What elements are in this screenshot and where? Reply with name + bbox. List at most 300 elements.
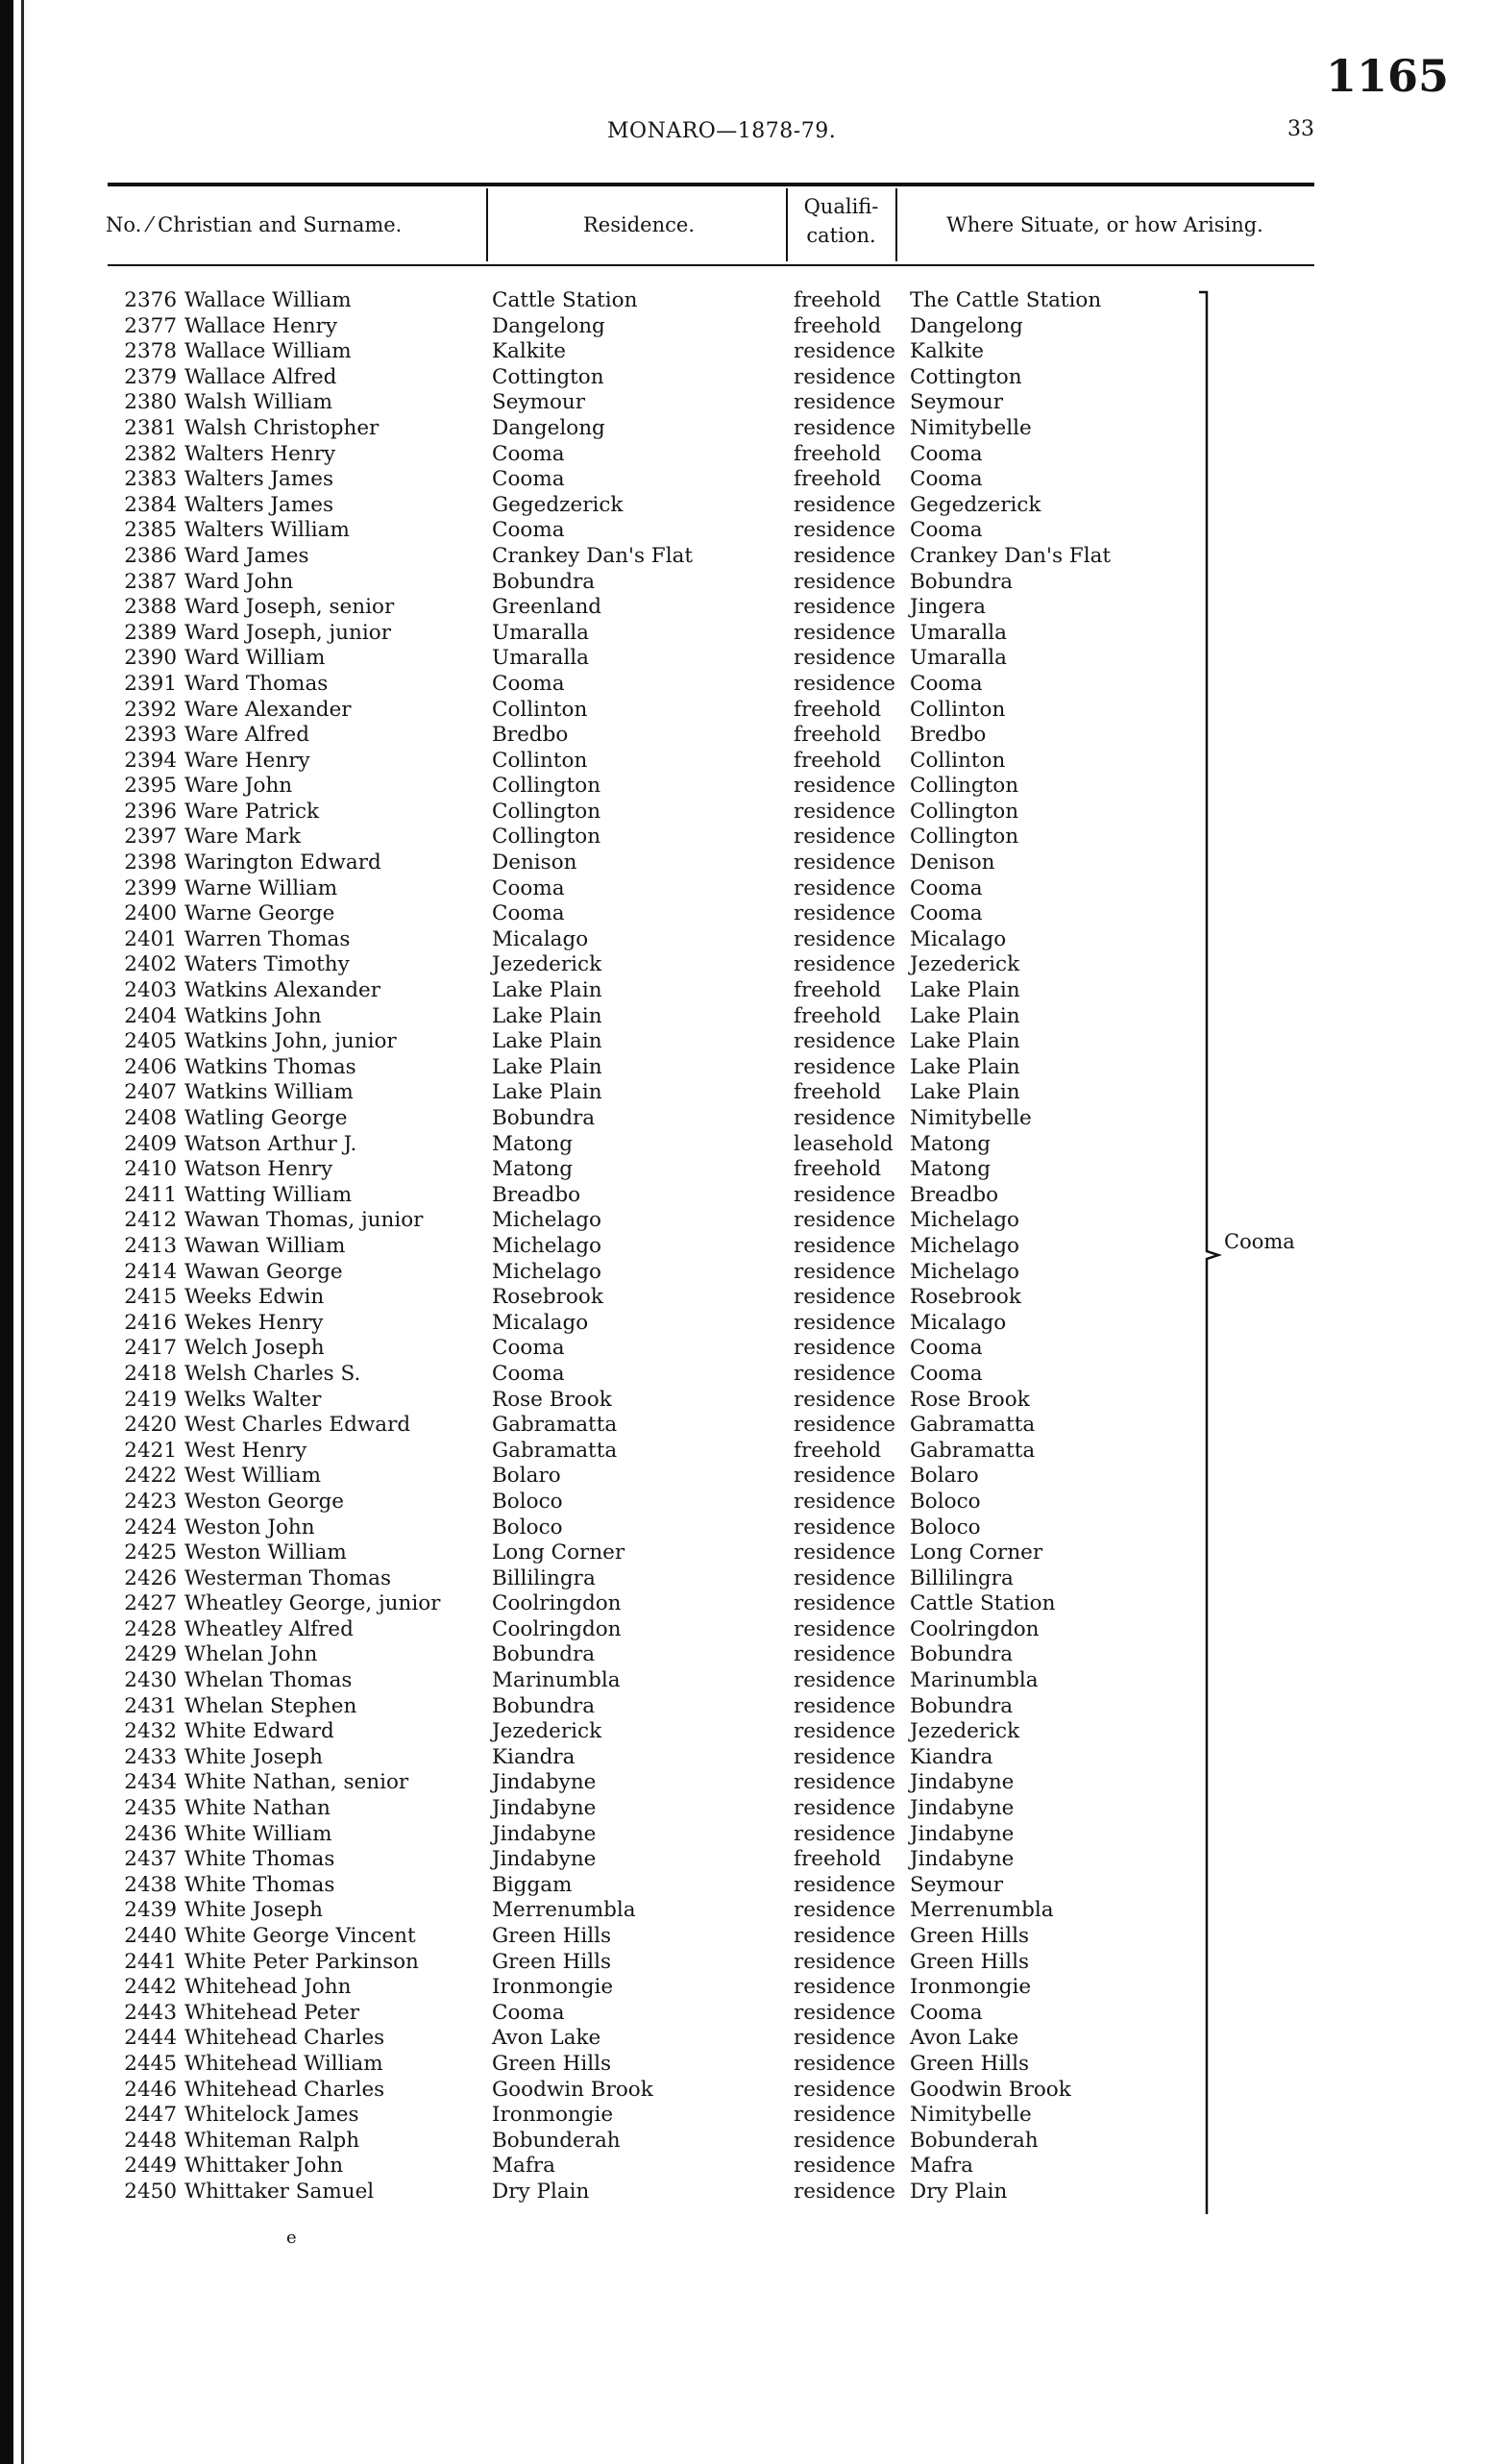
row-number: 2378 xyxy=(124,339,177,364)
header-bottom-rule xyxy=(108,264,1314,266)
row-qualification: residence xyxy=(794,2026,896,2051)
row-where-situate: Cooma xyxy=(910,467,983,492)
row-residence: Ironmongie xyxy=(492,2103,614,2128)
row-number: 2429 xyxy=(124,1642,177,1667)
table-row xyxy=(0,1847,1494,1873)
row-qualification: residence xyxy=(794,1029,896,1054)
row-where-situate: Jindabyne xyxy=(910,1821,1015,1846)
table-row xyxy=(0,1362,1494,1388)
brace-place-label: Cooma xyxy=(1224,1230,1295,1253)
row-number: 2436 xyxy=(124,1821,177,1846)
row-residence: Green Hills xyxy=(492,1924,611,1948)
table-row xyxy=(0,1464,1494,1490)
row-qualification: freehold xyxy=(794,467,882,492)
row-residence: Matong xyxy=(492,1157,574,1182)
row-name: White Nathan xyxy=(184,1796,331,1821)
row-number: 2414 xyxy=(124,1259,177,1284)
row-number: 2445 xyxy=(124,2051,177,2076)
row-residence: Bolaro xyxy=(492,1464,561,1489)
row-where-situate: Cottington xyxy=(910,364,1022,389)
table-row xyxy=(0,570,1494,596)
row-number: 2422 xyxy=(124,1464,177,1489)
row-residence: Bobundra xyxy=(492,1693,596,1718)
row-qualification: freehold xyxy=(794,978,882,1003)
row-name: Whiteman Ralph xyxy=(184,2128,360,2153)
row-name: Wawan George xyxy=(184,1259,343,1284)
row-number: 2441 xyxy=(124,1949,177,1974)
row-number: 2433 xyxy=(124,1744,177,1769)
row-qualification: residence xyxy=(794,1285,896,1310)
row-where-situate: Collington xyxy=(910,799,1019,824)
row-where-situate: Collinton xyxy=(910,748,1006,773)
row-where-situate: Jezederick xyxy=(910,952,1020,977)
row-qualification: freehold xyxy=(794,1003,882,1028)
header-top-rule xyxy=(108,183,1314,186)
row-where-situate: Green Hills xyxy=(910,2051,1029,2076)
row-number: 2394 xyxy=(124,748,177,773)
table-row xyxy=(0,901,1494,927)
header-no-name: No. ⁄ Christian and Surname. xyxy=(106,213,403,236)
row-name: Whittaker John xyxy=(184,2154,344,2179)
row-name: Ware Mark xyxy=(184,825,302,850)
row-where-situate: Jingera xyxy=(910,595,986,620)
row-number: 2392 xyxy=(124,697,177,722)
table-row xyxy=(0,2052,1494,2078)
row-where-situate: Kiandra xyxy=(910,1744,993,1769)
row-number: 2413 xyxy=(124,1233,177,1258)
row-qualification: residence xyxy=(794,1336,896,1361)
table-row xyxy=(0,800,1494,825)
row-number: 2382 xyxy=(124,441,177,466)
table-row xyxy=(0,339,1494,365)
row-number: 2393 xyxy=(124,723,177,748)
row-name: Ward William xyxy=(184,646,326,671)
table-row xyxy=(0,595,1494,621)
row-name: White Edward xyxy=(184,1719,334,1744)
row-where-situate: Dangelong xyxy=(910,313,1023,338)
row-qualification: residence xyxy=(794,825,896,850)
row-residence: Mafra xyxy=(492,2154,555,2179)
row-where-situate: Cooma xyxy=(910,1361,983,1386)
row-qualification: residence xyxy=(794,875,896,900)
table-row xyxy=(0,2129,1494,2155)
page-number: 1165 xyxy=(1326,50,1450,102)
row-name: Walsh William xyxy=(184,390,333,415)
row-residence: Kalkite xyxy=(492,339,567,364)
row-number: 2446 xyxy=(124,2077,177,2102)
row-residence: Michelago xyxy=(492,1259,601,1284)
row-residence: Lake Plain xyxy=(492,1029,602,1054)
row-residence: Jindabyne xyxy=(492,1847,597,1872)
row-residence: Breadbo xyxy=(492,1182,581,1207)
table-row xyxy=(0,1540,1494,1566)
row-number: 2380 xyxy=(124,390,177,415)
row-name: Wallace William xyxy=(184,288,352,312)
row-qualification: residence xyxy=(794,1668,896,1693)
row-number: 2408 xyxy=(124,1106,177,1130)
table-row xyxy=(0,1260,1494,1286)
header-qualification: Qualifi- cation. xyxy=(803,195,879,247)
row-where-situate: Lake Plain xyxy=(910,978,1020,1003)
row-number: 2434 xyxy=(124,1770,177,1795)
row-where-situate: Goodwin Brook xyxy=(910,2077,1071,2102)
row-name: Watling George xyxy=(184,1106,348,1130)
header-divider-3 xyxy=(895,188,897,261)
row-residence: Long Corner xyxy=(492,1540,625,1565)
row-number: 2398 xyxy=(124,850,177,875)
row-residence: Jindabyne xyxy=(492,1770,597,1795)
row-name: White Joseph xyxy=(184,1744,323,1769)
row-name: Ware John xyxy=(184,774,293,799)
row-residence: Cooma xyxy=(492,1336,565,1361)
row-where-situate: Micalago xyxy=(910,926,1007,951)
table-row xyxy=(0,1975,1494,2001)
row-number: 2435 xyxy=(124,1796,177,1821)
row-name: Wheatley Alfred xyxy=(184,1616,354,1641)
row-residence: Michelago xyxy=(492,1208,601,1233)
row-name: Ware Henry xyxy=(184,748,310,773)
row-where-situate: Collington xyxy=(910,825,1019,850)
row-name: Wallace Alfred xyxy=(184,364,337,389)
header-where-situate: Where Situate, or how Arising. xyxy=(946,213,1263,236)
row-where-situate: Jindabyne xyxy=(910,1847,1015,1872)
table-row xyxy=(0,952,1494,978)
row-residence: Ironmongie xyxy=(492,1975,614,2000)
row-qualification: residence xyxy=(794,1565,896,1590)
row-where-situate: Bobundra xyxy=(910,1642,1014,1667)
row-where-situate: Merrenumbla xyxy=(910,1898,1054,1923)
row-where-situate: Boloco xyxy=(910,1489,981,1514)
row-where-situate: Lake Plain xyxy=(910,1080,1020,1105)
row-number: 2396 xyxy=(124,799,177,824)
table-row xyxy=(0,365,1494,391)
row-residence: Jezederick xyxy=(492,1719,602,1744)
table-row xyxy=(0,672,1494,698)
row-residence: Collinton xyxy=(492,697,588,722)
table-row xyxy=(0,1898,1494,1924)
row-name: Wallace William xyxy=(184,339,352,364)
row-qualification: freehold xyxy=(794,723,882,748)
table-row xyxy=(0,442,1494,468)
row-name: Whitehead Charles xyxy=(184,2026,385,2051)
row-where-situate: Cooma xyxy=(910,875,983,900)
table-row xyxy=(0,1055,1494,1081)
row-number: 2415 xyxy=(124,1285,177,1310)
row-qualification: residence xyxy=(794,1693,896,1718)
row-where-situate: Gegedzerick xyxy=(910,492,1041,517)
row-residence: Boloco xyxy=(492,1489,563,1514)
row-name: Watkins John xyxy=(184,1003,322,1028)
table-row xyxy=(0,850,1494,876)
row-name: Warne George xyxy=(184,901,335,926)
table-row xyxy=(0,2103,1494,2129)
row-where-situate: Lake Plain xyxy=(910,1003,1020,1028)
row-number: 2426 xyxy=(124,1565,177,1590)
row-residence: Bredbo xyxy=(492,723,569,748)
row-name: Ware Alexander xyxy=(184,697,352,722)
row-where-situate: Cooma xyxy=(910,441,983,466)
row-name: Ward Thomas xyxy=(184,671,329,696)
row-number: 2400 xyxy=(124,901,177,926)
table-row xyxy=(0,1183,1494,1209)
table-row xyxy=(0,288,1494,314)
row-residence: Collinton xyxy=(492,748,588,773)
row-qualification: residence xyxy=(794,1744,896,1769)
table-row xyxy=(0,1106,1494,1132)
row-where-situate: Mafra xyxy=(910,2154,973,2179)
row-residence: Collington xyxy=(492,825,601,850)
row-name: Wheatley George, junior xyxy=(184,1591,441,1616)
row-residence: Jezederick xyxy=(492,952,602,977)
table-row xyxy=(0,1617,1494,1643)
row-residence: Billilingra xyxy=(492,1565,596,1590)
row-number: 2449 xyxy=(124,2154,177,2179)
row-name: Welks Walter xyxy=(184,1387,322,1412)
row-qualification: residence xyxy=(794,595,896,620)
table-row xyxy=(0,2001,1494,2027)
row-qualification: residence xyxy=(794,1821,896,1846)
row-name: Ware Alfred xyxy=(184,723,310,748)
row-name: Whitelock James xyxy=(184,2103,359,2128)
row-where-situate: Umaralla xyxy=(910,646,1007,671)
row-name: White Joseph xyxy=(184,1898,323,1923)
row-number: 2376 xyxy=(124,288,177,312)
table-row xyxy=(0,1770,1494,1796)
table-row xyxy=(0,1413,1494,1439)
row-qualification: residence xyxy=(794,518,896,543)
row-qualification: residence xyxy=(794,1949,896,1974)
row-where-situate: Seymour xyxy=(910,390,1004,415)
row-qualification: residence xyxy=(794,1924,896,1948)
row-where-situate: Ironmongie xyxy=(910,1975,1032,2000)
row-number: 2448 xyxy=(124,2128,177,2153)
table-row xyxy=(0,723,1494,749)
row-number: 2384 xyxy=(124,492,177,517)
row-residence: Marinumbla xyxy=(492,1668,621,1693)
row-name: Walters William xyxy=(184,518,350,543)
row-qualification: residence xyxy=(794,415,896,440)
row-name: West Henry xyxy=(184,1438,307,1463)
table-row xyxy=(0,1924,1494,1950)
row-number: 2425 xyxy=(124,1540,177,1565)
row-name: Watson Henry xyxy=(184,1157,333,1182)
table-row xyxy=(0,416,1494,442)
table-row xyxy=(0,749,1494,775)
row-where-situate: Cooma xyxy=(910,1336,983,1361)
row-name: Ward James xyxy=(184,543,309,568)
row-name: Weston William xyxy=(184,1540,347,1565)
row-residence: Cooma xyxy=(492,441,565,466)
row-name: Ward Joseph, junior xyxy=(184,620,391,645)
row-residence: Collington xyxy=(492,799,601,824)
table-row xyxy=(0,1388,1494,1414)
row-number: 2447 xyxy=(124,2103,177,2128)
row-residence: Micalago xyxy=(492,1310,589,1335)
sheet-number: 33 xyxy=(1287,117,1314,141)
row-where-situate: Boloco xyxy=(910,1515,981,1540)
row-residence: Bobundra xyxy=(492,1106,596,1130)
row-residence: Cooma xyxy=(492,901,565,926)
row-residence: Kiandra xyxy=(492,1744,576,1769)
row-qualification: residence xyxy=(794,1489,896,1514)
row-name: Watkins Thomas xyxy=(184,1054,356,1079)
table-row xyxy=(0,1515,1494,1541)
row-qualification: residence xyxy=(794,1642,896,1667)
row-qualification: residence xyxy=(794,1208,896,1233)
table-row xyxy=(0,493,1494,519)
row-name: Weeks Edwin xyxy=(184,1285,325,1310)
row-number: 2406 xyxy=(124,1054,177,1079)
row-residence: Bobunderah xyxy=(492,2128,621,2153)
row-residence: Cooma xyxy=(492,671,565,696)
row-qualification: freehold xyxy=(794,1080,882,1105)
row-residence: Gabramatta xyxy=(492,1413,618,1438)
row-residence: Lake Plain xyxy=(492,1054,602,1079)
row-number: 2444 xyxy=(124,2026,177,2051)
table-row xyxy=(0,467,1494,493)
row-number: 2432 xyxy=(124,1719,177,1744)
row-residence: Collington xyxy=(492,774,601,799)
header-residence: Residence. xyxy=(583,213,695,236)
row-where-situate: Matong xyxy=(910,1131,992,1156)
row-qualification: residence xyxy=(794,1233,896,1258)
row-number: 2404 xyxy=(124,1003,177,1028)
row-qualification: freehold xyxy=(794,1847,882,1872)
row-qualification: residence xyxy=(794,1796,896,1821)
table-row xyxy=(0,2078,1494,2104)
row-name: Welsh Charles S. xyxy=(184,1361,361,1386)
row-qualification: residence xyxy=(794,1361,896,1386)
row-name: Wallace Henry xyxy=(184,313,337,338)
row-where-situate: Nimitybelle xyxy=(910,2103,1032,2128)
row-number: 2416 xyxy=(124,1310,177,1335)
row-residence: Biggam xyxy=(492,1872,573,1897)
row-residence: Crankey Dan's Flat xyxy=(492,543,694,568)
row-number: 2420 xyxy=(124,1413,177,1438)
row-number: 2388 xyxy=(124,595,177,620)
row-where-situate: Cooma xyxy=(910,518,983,543)
row-residence: Seymour xyxy=(492,390,586,415)
row-residence: Cooma xyxy=(492,875,565,900)
row-qualification: residence xyxy=(794,2000,896,2025)
row-name: White Thomas xyxy=(184,1847,335,1872)
row-where-situate: Cooma xyxy=(910,2000,983,2025)
table-row xyxy=(0,1591,1494,1617)
row-name: Weston George xyxy=(184,1489,344,1514)
row-number: 2428 xyxy=(124,1616,177,1641)
row-name: Walters James xyxy=(184,467,334,492)
row-residence: Cooma xyxy=(492,1361,565,1386)
table-row xyxy=(0,2026,1494,2052)
row-number: 2401 xyxy=(124,926,177,951)
row-residence: Green Hills xyxy=(492,1949,611,1974)
row-qualification: residence xyxy=(794,492,896,517)
table-row xyxy=(0,390,1494,416)
table-row xyxy=(0,1873,1494,1899)
row-name: Ward John xyxy=(184,569,294,594)
row-residence: Cottington xyxy=(492,364,604,389)
row-residence: Rose Brook xyxy=(492,1387,612,1412)
row-name: White George Vincent xyxy=(184,1924,416,1948)
row-where-situate: Green Hills xyxy=(910,1924,1029,1948)
row-number: 2443 xyxy=(124,2000,177,2025)
row-where-situate: Rosebrook xyxy=(910,1285,1021,1310)
table-row xyxy=(0,1719,1494,1745)
row-name: Warren Thomas xyxy=(184,926,351,951)
row-where-situate: Rose Brook xyxy=(910,1387,1030,1412)
row-qualification: residence xyxy=(794,2128,896,2153)
row-qualification: residence xyxy=(794,1515,896,1540)
row-name: Walsh Christopher xyxy=(184,415,380,440)
row-residence: Bobundra xyxy=(492,1642,596,1667)
row-qualification: residence xyxy=(794,1540,896,1565)
row-number: 2397 xyxy=(124,825,177,850)
row-name: White Nathan, senior xyxy=(184,1770,409,1795)
row-name: Wawan William xyxy=(184,1233,346,1258)
table-row xyxy=(0,876,1494,902)
row-name: Weston John xyxy=(184,1515,315,1540)
row-residence: Coolringdon xyxy=(492,1591,622,1616)
row-number: 2395 xyxy=(124,774,177,799)
row-qualification: freehold xyxy=(794,748,882,773)
row-qualification: residence xyxy=(794,390,896,415)
row-residence: Coolringdon xyxy=(492,1616,622,1641)
row-where-situate: Collinton xyxy=(910,697,1006,722)
row-residence: Umaralla xyxy=(492,620,589,645)
table-row xyxy=(0,1311,1494,1337)
row-where-situate: The Cattle Station xyxy=(910,288,1102,312)
table-row xyxy=(0,1642,1494,1668)
row-residence: Boloco xyxy=(492,1515,563,1540)
row-residence: Dangelong xyxy=(492,415,605,440)
row-where-situate: Bredbo xyxy=(910,723,987,748)
row-number: 2381 xyxy=(124,415,177,440)
row-name: Watting William xyxy=(184,1182,353,1207)
table-row xyxy=(0,518,1494,544)
table-row xyxy=(0,544,1494,570)
row-number: 2405 xyxy=(124,1029,177,1054)
row-residence: Merrenumbla xyxy=(492,1898,636,1923)
row-number: 2390 xyxy=(124,646,177,671)
table-row xyxy=(0,1822,1494,1848)
row-where-situate: Nimitybelle xyxy=(910,415,1032,440)
row-number: 2399 xyxy=(124,875,177,900)
row-qualification: residence xyxy=(794,1106,896,1130)
row-name: Wekes Henry xyxy=(184,1310,324,1335)
row-residence: Umaralla xyxy=(492,646,589,671)
row-residence: Cooma xyxy=(492,2000,565,2025)
table-row xyxy=(0,1668,1494,1694)
row-name: Whelan Stephen xyxy=(184,1693,357,1718)
table-row xyxy=(0,1080,1494,1106)
row-number: 2421 xyxy=(124,1438,177,1463)
row-name: Warington Edward xyxy=(184,850,381,875)
grouping-brace xyxy=(1197,290,1226,2216)
row-name: Watson Arthur J. xyxy=(184,1131,357,1156)
row-residence: Avon Lake xyxy=(492,2026,601,2051)
row-where-situate: Micalago xyxy=(910,1310,1007,1335)
row-number: 2417 xyxy=(124,1336,177,1361)
row-name: Wawan Thomas, junior xyxy=(184,1208,424,1233)
row-qualification: residence xyxy=(794,2179,896,2204)
row-residence: Dry Plain xyxy=(492,2179,590,2204)
row-qualification: residence xyxy=(794,901,896,926)
row-residence: Jindabyne xyxy=(492,1796,597,1821)
row-residence: Green Hills xyxy=(492,2051,611,2076)
row-number: 2386 xyxy=(124,543,177,568)
row-name: White William xyxy=(184,1821,332,1846)
row-where-situate: Green Hills xyxy=(910,1949,1029,1974)
